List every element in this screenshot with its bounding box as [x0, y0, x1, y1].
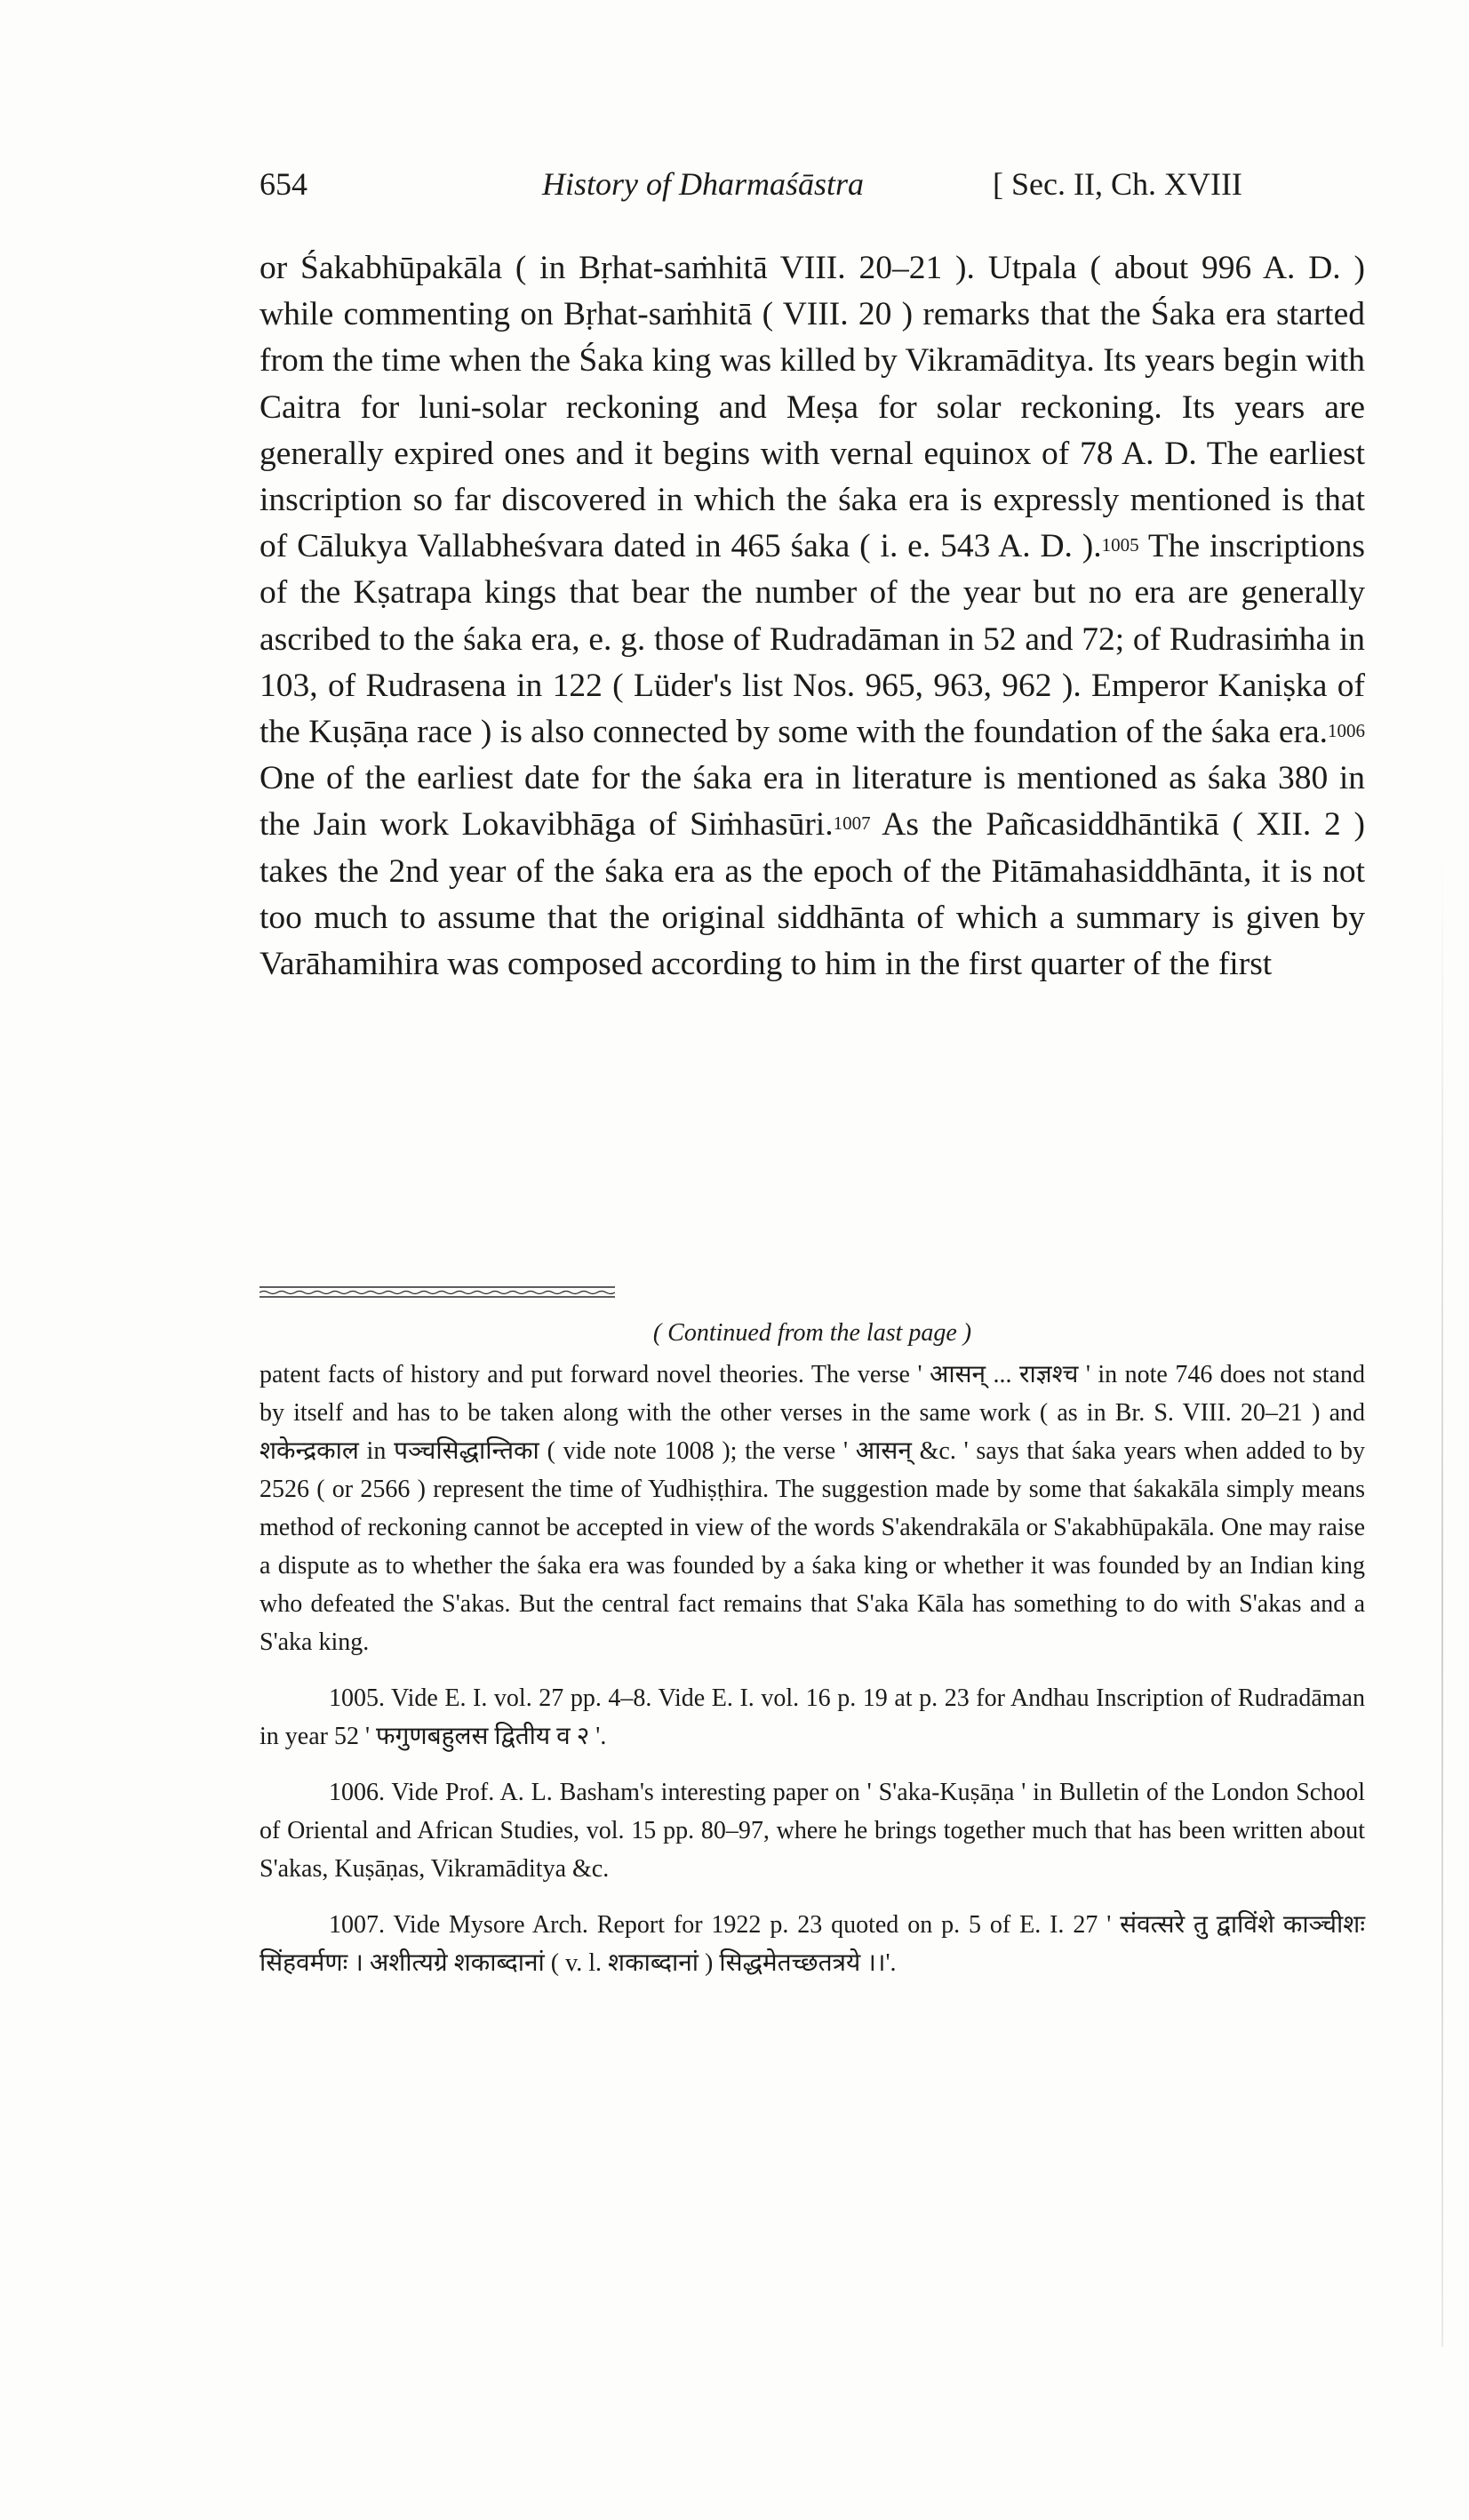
body-text-4: As the Pañcasiddhāntikā ( XII. 2 ) takes the 2nd year of the śaka era as the epoch of the Pitāmahasiddhānta, it is not too much to assume that the original siddhānta of which a summary is given by Varāhamihira was composed according to him in the first quarter of the first [259, 806, 1365, 983]
body-text-1: or Śakabhūpakāla ( in Bṛhat-saṁhitā VIII. 20–21 ). Utpala ( about 996 A. D. ) while commenting on Bṛhat-saṁhitā ( VIII. 20 ) remarks that the Śaka era started from the time when the Śaka king was killed by Vikramāditya. Its years begin with Caitra for luni-solar reckoning and Meṣa for solar reckoning. Its years are generally expired ones and it begins with vernal equinox of 78 A. D. The earliest inscription so far discovered in which the śaka era is expressly mentioned is that of Cālukya Vallabheśvara dated in 465 śaka ( i. e. 543 A. D. ). [259, 250, 1365, 565]
footnote-ref-1005[interactable]: 1005 [1101, 534, 1139, 556]
body-text-3: One of the earliest date for the śaka era in literature is mentioned as śaka 380 in the Jain work Lokavibhāga of Siṁhasūri. [259, 760, 1365, 844]
continued-label: ( Continued from the last page ) [652, 1319, 972, 1347]
footnote-divider [259, 1284, 615, 1299]
footnotes [259, 1314, 1365, 1982]
body-text-2: The inscriptions of the Kṣatrapa kings that bear the number of the year but no era are generally ascribed to the śaka era, e. g. those of Rudradāman in 52 and 72; of Rudrasiṁha in 103, of Rudrasena in 122 ( Lüder's list Nos. 965, 963, 962 ). Emperor Kaniṣka of the Kuṣāṇa race ) is also connected by some with the foundation of the śaka era. [259, 528, 1365, 751]
section-reference: [ Sec. II, Ch. XVIII [993, 166, 1242, 202]
main-text [259, 245, 1365, 988]
footnote-ref-1006[interactable]: 1006 [1328, 720, 1365, 742]
body-paragraph [259, 245, 1365, 988]
footnote-1007: 1007. Vide Mysore Arch. Report for 1922 p. 23 quoted on p. 5 of E. I. 27 ' संवत्सरे तु द्वाविंशे काञ्चीशः सिंहवर्मणः । अशीत्यग्रे शकाब्दानां ( v. l. शकाब्दानां ) सिद्धमेतच्छतत्रये ।।'. [259, 1911, 1365, 1977]
footnote-1006: 1006. Vide Prof. A. L. Basham's interesting paper on ' S'aka-Kuṣāṇa ' in Bulletin of the London School of Oriental and African Studies, vol. 15 pp. 80–97, where he brings together much that has been written about S'akas, Kuṣāṇas, Vikramāditya &c. [259, 1779, 1365, 1883]
scan-margin-line [1441, 853, 1443, 2347]
running-header [259, 165, 1406, 219]
running-title: History of Dharmaśāstra [542, 166, 865, 202]
continued-footnote: patent facts of history and put forward novel theories. The verse ' आसन् ... राज्ञश्च ' in note 746 does not stand by itself and has to be taken along with the other verses in the same work ( as in Br. S. VIII. 20–21 ) and शकेन्द्रकाल in पञ्चसिद्धान्तिका ( vide note 1008 ); the verse ' आसन् &c. ' says that śaka years when added to by 2526 ( or 2566 ) represent the time of Yudhiṣṭhira. The suggestion made by some that śakakāla simply means method of reckoning cannot be accepted in view of the words S'akendrakāla or S'akabhūpakāla. One may raise a dispute as to whether the śaka era was founded by a śaka king or whether it was founded by an Indian king who defeated the S'akas. But the central fact remains that S'aka Kāla has something to do with S'akas and a S'aka king. [259, 1361, 1365, 1656]
page-number: 654 [259, 166, 307, 202]
footnote-ref-1007[interactable]: 1007 [833, 812, 871, 835]
footnote-1005: 1005. Vide E. I. vol. 27 pp. 4–8. Vide E. I. vol. 16 p. 19 at p. 23 for Andhau Inscription of Rudradāman in year 52 ' फगुणबहुलस द्वितीय व २ '. [259, 1684, 1365, 1750]
